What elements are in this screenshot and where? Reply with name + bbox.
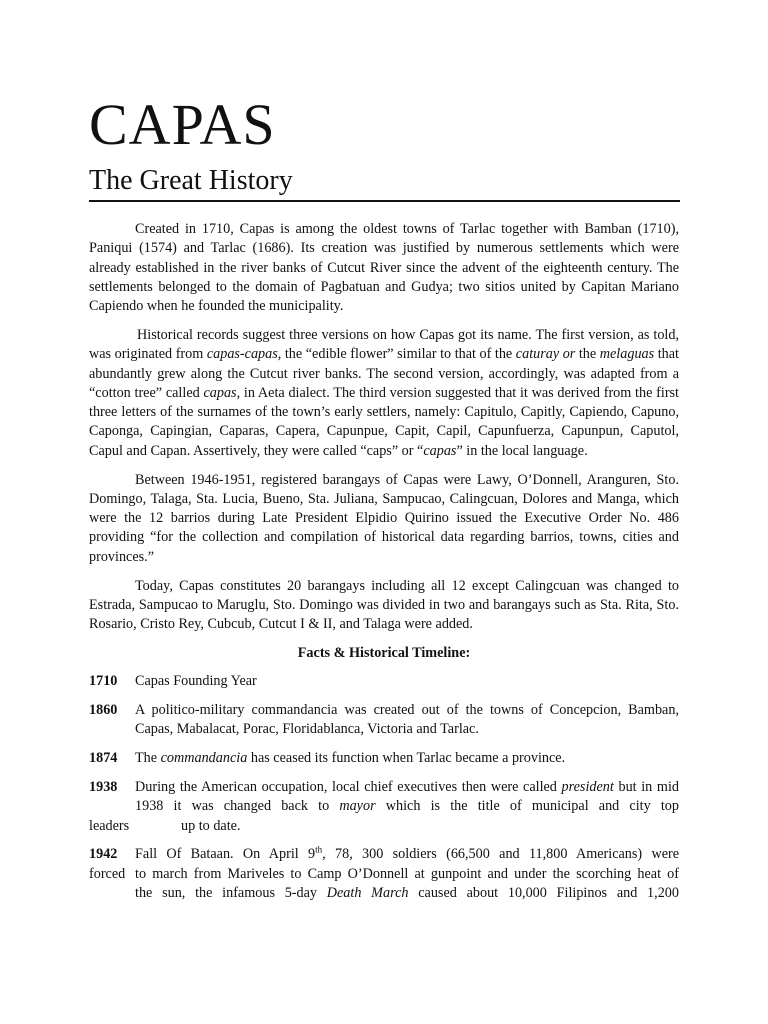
paragraph-barangays-today: Today, Capas constitutes 20 barangays including all 12 except Calingcuan was changed to Estrada, Sampucao to Maruglu, Sto. Domingo was divided in two and barangays such as Sta. Rita, Sto. Rosario, Cristo Rey, Cubcub, Cutcut I & II, and Talaga were added.	[89, 577, 679, 633]
timeline-heading: Facts & Historical Timeline:	[297, 644, 471, 661]
text-run: During the American occupation, local chief executives then were called	[135, 778, 562, 795]
page-title: CAPAS	[89, 92, 276, 157]
text-run: the “edible flower” similar to that of the	[281, 346, 516, 363]
timeline-text: Capas Founding Year	[135, 673, 257, 690]
text-run: forced	[89, 865, 126, 882]
timeline-text: A politico-military commandancia was created out of the towns of Concepcion, Bamban, Capas, Mabalacat, Porac, Floridablanca, Victoria and Tarlac.	[135, 702, 679, 738]
text-run: , 78, 300 soldiers (66,500 and 11,800 Americans) were	[322, 846, 680, 863]
text-run: The	[135, 750, 161, 767]
title-divider	[89, 200, 680, 202]
timeline-year: 1860	[89, 702, 118, 719]
text-run: Fall Of Bataan. On April 9	[135, 846, 316, 863]
italic-term: mayor	[339, 798, 376, 815]
paragraph-barangays-1946: Between 1946-1951, registered barangays of Capas were Lawy, O’Donnell, Aranguren, Sto. Domingo, Talaga, Sta. Lucia, Bueno, Sta. Juliana, Sampucao, Calingcuan, Dolores and Manga, which were the 12 barrios during Late President Elpidio Quirino issued the Executive Order No. 486 providing “for the collection and compilation of historical data regarding barrios, towns, cities and provinces.”	[89, 471, 679, 565]
text-run: the	[575, 346, 600, 363]
timeline-entry-1942	[89, 845, 679, 903]
timeline-year: 1874	[89, 750, 118, 767]
italic-term: Death March	[326, 884, 409, 901]
timeline-entry-1938	[89, 778, 679, 836]
timeline-year: 1942	[89, 846, 118, 863]
page-subtitle: The Great History	[89, 165, 293, 196]
text-run: that abundantly grew along the Cutcut river banks. The second version, accordingly, was adapted from a “cotton tree” called	[89, 346, 679, 401]
text-run: , in Aeta dialect. The third version suggested that it was derived from the first three letters of the surnames of the town’s early settlers, namely: Capitulo, Capitly, Capiendo, Capuno, Caponga, Capingian, Caparas, Capera, Capunpue, Capit, Capil, Capunfuerza, Capunpun, Caputol, Capul and Capan. Assertively, they were called “caps” or “	[89, 384, 680, 459]
text-run: up to date.	[181, 817, 241, 834]
timeline-year: 1938	[89, 778, 118, 795]
superscript: th	[315, 844, 323, 855]
italic-term: capas	[423, 442, 457, 459]
document-body	[89, 220, 679, 913]
text-run: caused about 10,000 Filipinos and 1,200	[408, 884, 679, 901]
italic-term: president	[561, 778, 614, 795]
text-run: the sun, the infamous 5-day	[135, 884, 327, 901]
italic-term: commandancia	[160, 750, 248, 767]
italic-term: melaguas	[599, 346, 655, 363]
text-run: to march from Mariveles to Camp O’Donnell at gunpoint and under the scorching heat of	[135, 865, 679, 882]
timeline-text	[135, 778, 679, 817]
italic-term: capas-capas,	[206, 346, 282, 363]
timeline-year: 1710	[89, 673, 118, 690]
text-run: has ceased its function when Tarlac became a province.	[247, 750, 566, 767]
paragraph-founding: Created in 1710, Capas is among the oldest towns of Tarlac together with Bamban (1710), Paniqui (1574) and Tarlac (1686). Its creation was justified by numerous settlements which were already established in the river banks of Cutcut River since the advent of the eighteenth century. The settlements belonged to the domain of Pagbatuan and Gudya; two sitios united by Capitan Mariano Capiendo when he founded the municipality.	[89, 221, 679, 315]
italic-term: capas	[203, 384, 237, 401]
text-run: ” in the local language.	[456, 442, 588, 459]
text-run: but in mid 1938 it was changed back to	[135, 778, 679, 815]
text-run: leaders	[89, 817, 130, 834]
paragraph-name-origin	[89, 326, 679, 461]
timeline-entry-1860	[89, 701, 679, 740]
text-run: Historical records suggest three versions on how Capas got its name. The first version, as told, was originated from	[89, 326, 679, 363]
text-run: which is the title of municipal and city top	[375, 798, 679, 815]
timeline-entry-1874	[89, 749, 679, 768]
italic-term: caturay or	[515, 346, 576, 363]
timeline-entry-1710	[89, 672, 679, 691]
